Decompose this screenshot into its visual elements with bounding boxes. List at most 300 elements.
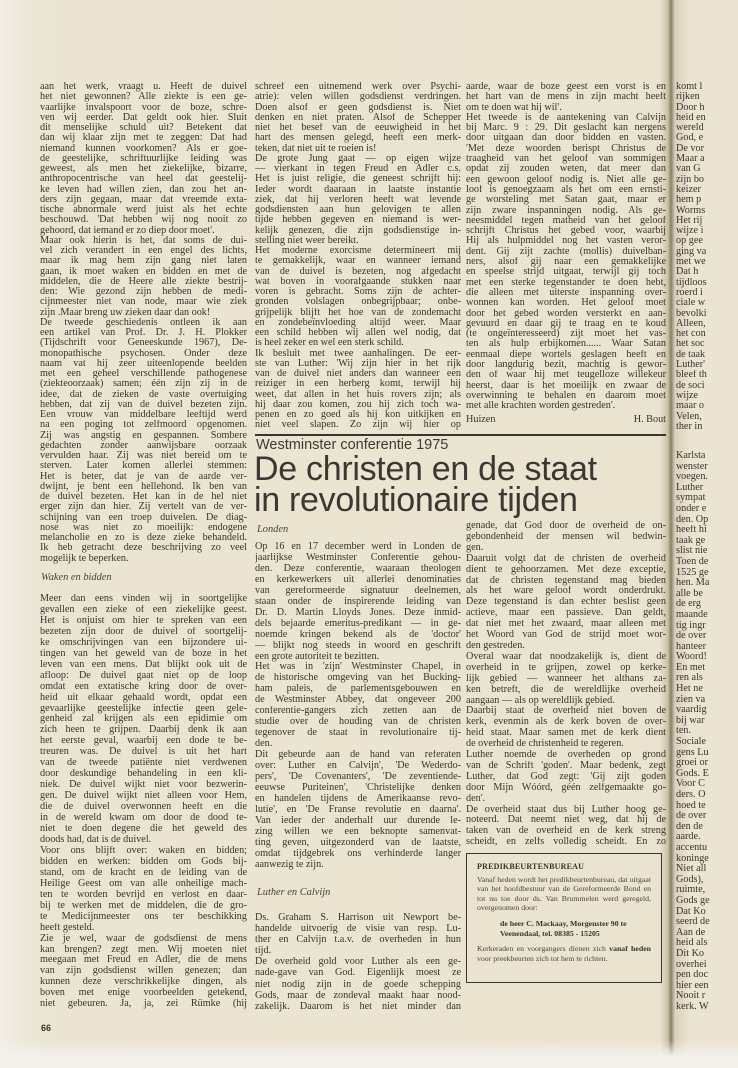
text-line: van de duivel niet anders dan wanneer een (255, 369, 461, 379)
text-line: door het gebed worden versterkt en aan- (466, 308, 666, 319)
text-line: gen. De duivel wijkt niet alleen voor Hem, (40, 791, 247, 802)
text-line: actieve, maar een passieve. Dan geldt, (466, 608, 666, 619)
text-line: van gereformeerde signatuur deelnemen, (255, 585, 461, 596)
text-line: heid als (676, 938, 708, 949)
text-line: overwinning te behalen en daarom moet (466, 390, 666, 401)
text-line: dwijnt, je bent een hellehond. Ik ben van (40, 481, 247, 492)
section-heading-waken-en-bidden: Waken en bidden (41, 572, 112, 583)
text-line: kerk, evenmin als de kerk boven de over- (466, 717, 666, 728)
text-line: wenster (676, 461, 708, 472)
text-line: Aan de (676, 927, 706, 938)
text-line: genade, dat God door de overheid de on- (466, 521, 666, 531)
text-line: (Tijdschrift voor Geneeskunde 1967), De- (40, 338, 247, 349)
text-line: idee, dat de zieken de vaste overtuiging (40, 389, 247, 400)
notice-box-predikbeurtenbureau (466, 853, 662, 983)
text-line: melancholie en zo is deze zieke behandeld. (40, 533, 247, 543)
text-line: den. (255, 739, 273, 750)
text-line: Woord! (676, 652, 707, 663)
text-line: Gods), (676, 874, 704, 885)
text-line: is heel zeker en wel een sterk schild. (255, 338, 404, 349)
text-line: ven wij eerder. Dat geldt ook hier. Sluit (40, 112, 247, 123)
text-line: vervulden haar. Zij was niet bereid om te (40, 451, 247, 461)
text-line: gronden volslagen onbegrijpbaar; onbe- (255, 297, 461, 308)
text-line: staan onder de inspirerende leiding van (255, 596, 461, 607)
text-line: heid uit elkaar gehaald wordt, opdat een (40, 692, 247, 703)
text-line: en speelse strijd uitgaat, terwijl gij toch (466, 267, 666, 278)
text-line: het eerste geval, waarbij een dode te be- (40, 736, 247, 747)
text-line: een grote autoriteit te bezitten. (255, 651, 380, 662)
text-line: ruimte, (676, 885, 706, 896)
text-line: de over (676, 811, 707, 822)
text-line: komt l (676, 82, 703, 92)
text-line: gaan, ik moet waken en bidden en met de (40, 266, 247, 277)
signature-author: H. Bout (633, 414, 666, 425)
signature-place: Huizen (466, 414, 496, 425)
column-4-text-bottom (676, 451, 738, 1012)
text-line: ke leven had willen zien, dan zou het an- (40, 184, 247, 195)
text-line: den: Wie gezond zijn hebben de medi- (40, 287, 247, 297)
text-line: neesmiddel tegen matheid van het geloof (466, 215, 666, 226)
column-4-text-top (676, 82, 738, 432)
notice-closing-text: Kerkeraden en voorgangers dienen zich (477, 944, 610, 954)
text-line: voegen. (676, 472, 708, 483)
text-line: wonnen kan worden. Het geloof moet (466, 298, 666, 309)
text-line: teken, dat niet uit te roeien is! (255, 143, 377, 154)
text-line: een schild hebben wij allen wel nodig, dat (255, 328, 461, 338)
text-line: Ik besluit met twee aanhalingen. De eer- (255, 348, 461, 359)
text-line: monopathische psychosen. Onder deze (40, 348, 247, 359)
text-line: Velen, (676, 411, 702, 422)
text-line: het con (676, 329, 706, 340)
text-line: van de Schrift 'goden'. Maar bedenk, zegt (466, 760, 666, 771)
text-line: de historische omgeving van het Bucking- (255, 673, 461, 684)
text-line: bezeten zijn door de duivel of soortgelij- (40, 626, 247, 637)
text-line: van G (676, 164, 701, 175)
text-line: Maar a (676, 154, 705, 165)
headline-line-2: in revolutionaire tijden (254, 481, 578, 519)
text-line: Dat Ko (676, 906, 706, 917)
text-line: grijpelijk blijft het hoe van de zondemacht (255, 307, 461, 318)
text-line: Gods ge (676, 895, 710, 906)
text-line: cijnmeester niet van node, maar wie ziek (40, 297, 247, 308)
text-line: Daaruit volgt dat de christen de overheid (466, 553, 666, 564)
text-line: Het was in 'zijn' Westminster Chapel, in (255, 662, 461, 673)
text-line: bidden en werken: bidden om Gods bij- (40, 856, 247, 867)
text-line: ders. O (676, 790, 706, 800)
text-line: gevaarlijke geestelijke infectie geen gele- (40, 703, 247, 714)
text-line: en handelen tijdens de Amerikaanse revo- (255, 793, 461, 804)
text-line: Het is beter, dat je van de aarde ver- (40, 471, 247, 482)
text-line: Luther, dat God zegt: 'Gij zijt goden (466, 771, 666, 782)
text-line: de Westminster Abbey, dat ongeveer 200 (255, 695, 461, 706)
text-line: door langdurig bezit, machtig is gewor- (466, 360, 666, 371)
text-line: eeuwse Puriteinen', 'Christelijke denken (255, 782, 461, 793)
text-line: zijn .Maar breng uw zieken daar dan ook! (40, 307, 211, 318)
column-2-text-bottom (255, 912, 461, 1012)
text-line: lijk gebied — wanneer het althans za- (466, 673, 666, 684)
text-line: rijken (676, 92, 700, 103)
text-line: aarde, waar de boze geest een vorst is en (466, 82, 666, 92)
notice-address (500, 919, 651, 938)
text-line: ging va (676, 246, 707, 257)
text-line: de soci (676, 380, 705, 391)
text-line: zing willen we een beknopte samenvat- (255, 826, 461, 837)
text-line: van zijn godsdienst willen genezen; dan (40, 966, 247, 977)
text-line: de taak (676, 349, 706, 360)
text-line: (ziekteoorzaak) samen; één zijn zij in de (40, 379, 247, 390)
text-line: De tweede geschiedenis ontleen ik aan (40, 317, 247, 328)
text-line: groei or (676, 758, 708, 769)
text-line: te Medicijnmeester ons ter beschikking (40, 911, 247, 922)
text-line: sympat (676, 493, 706, 504)
text-line: mogelijk te beperken. (40, 553, 129, 564)
text-line: niemand kunnen voorkomen? Als er goe- (40, 143, 247, 154)
text-line: de over (676, 631, 707, 642)
text-line: Ds. Graham S. Harrison uit Newport be- (255, 912, 461, 923)
text-line: meegaan met Freud en Adler, die de mens (40, 955, 247, 966)
text-line: gevallen een zieke of een ziekelijke geest. (40, 604, 247, 615)
column-1-text-top (40, 82, 247, 564)
text-line: dan wij klaar zijn met te zeggen: Dat had (40, 133, 247, 144)
text-line: den'. (466, 793, 486, 804)
text-line: opdat zij zouden weten, dat meer dan (466, 164, 666, 175)
text-line: studie over de houding van de christen (255, 717, 461, 728)
text-line: zijn zware inspanningen nodig. Als ge- (466, 205, 666, 216)
text-line: bevolki (676, 308, 707, 319)
text-line: dat niet met het zwaard, maar alleen met (466, 619, 666, 630)
text-line: gevuurd en daar gij te traag en te koud (466, 318, 666, 329)
text-line: Overal waar dat noodzakelijk is, dient de (466, 651, 666, 662)
text-line: Dit Ko (676, 948, 705, 959)
text-line: De overheid gold voor Luther als een ge- (255, 956, 461, 968)
text-line: het Woord van God de strijd moet wor- (466, 630, 666, 641)
text-line: afloop: De duivel gaat niet op de loop (40, 670, 247, 681)
text-line: een artikel van Prof. Dr. J. H. Plokker (40, 328, 247, 338)
text-line: doods had, dat is de duivel. (40, 834, 152, 845)
text-line: door Mijn Wóórd, géén zelfgemaakte go- (466, 782, 666, 793)
column-3-text-top (466, 82, 666, 412)
notice-address-line-1: de heer C. Mackaay, Morgenster 90 te (500, 918, 627, 928)
text-line: dent. Gij zijt zachte (mollis) duivelban- (466, 246, 666, 257)
text-line: overhei (676, 959, 707, 970)
text-line: schrijft Christus het gebed voor, waarbij (466, 226, 666, 237)
text-line: Dat h (676, 267, 699, 278)
text-line: heid staat. Maar samen met de kerk dient (466, 728, 666, 739)
text-line: den. Op (676, 514, 709, 525)
text-line: ten als hulp erbijkomen...... Waar Satan (466, 339, 666, 350)
text-line: hij daar zou komen, zou hij zich toch wa- (255, 399, 461, 410)
text-line: accentu (676, 842, 708, 853)
text-line: niet nodig zijn in de goede schepping (255, 978, 461, 990)
text-line: niet gebeuren. Ja, ja, zei Rümke (hij (40, 999, 247, 1010)
text-line: denken en niet praten. Alsof de Schepper (255, 112, 461, 123)
article-kicker: Westminster conferentie 1975 (256, 437, 449, 453)
text-line: Dr. D. Martin Lloyds Jones. Deze inmid- (255, 607, 461, 618)
text-line: ziek, dat hij verloren heeft wat levende (255, 194, 461, 205)
text-line: stand, om de kracht en de leiding van de (40, 867, 247, 878)
text-line: aanwezig te zijn. (255, 859, 324, 870)
text-line: den. Deze conferentie, waaraan theologen (255, 563, 461, 574)
text-line: heid en (676, 112, 706, 123)
text-line: omdat een extatische kring door de over- (40, 681, 247, 692)
text-line: penen en zo goed als hij kon uitkijken en (255, 410, 461, 420)
article-headline (254, 450, 597, 519)
text-line: roerd i (676, 287, 703, 298)
text-line: dit menselijke schuld uit? Betekent dat (40, 123, 247, 133)
text-line: tijd. (255, 945, 272, 957)
text-line: geweest, als men het ziekelijke, bizarre, (40, 164, 247, 174)
text-line: na een poging tot zelfmoord opgenomen. (40, 420, 247, 431)
text-line: ren als (676, 673, 703, 684)
headline-line-1: De christen en de staat (254, 450, 597, 488)
text-line: hoed te (676, 800, 706, 811)
text-line: Door h (676, 102, 705, 113)
text-line: (te ongeïnteresseerd) zijt moet het vas- (466, 329, 666, 340)
text-line: met een geheel verschillende pathogenese (40, 369, 247, 379)
text-line: dat de christen tegenstand mag bieden (466, 575, 666, 586)
text-line: ham paleis, de parlementsgebouwen en (255, 684, 461, 695)
text-line: zijn bo (676, 174, 705, 185)
page-bottom-edge (0, 1040, 738, 1068)
text-line: maande (676, 609, 708, 620)
text-line: Een vrouw van middelbare leeftijd werd (40, 410, 247, 420)
text-line: scheidt, en zelfs volledig scheidt. En zo (466, 837, 666, 848)
text-line: Gods, maar de zondeval maakt haar nood- (255, 989, 461, 1001)
notice-body: Vanaf heden wordt het predikbeurtenbureau, dat uitgaat van het hoofdbestuur van de Gereformeerde Bond en tot nu toe door ds. Van Brummelen werd geregeld, overgenomen door: (477, 874, 651, 913)
text-line: koninge (676, 853, 709, 864)
text-line: leven van een mens. Dat blijkt ook uit de (40, 659, 247, 670)
text-line: over: Luther en Calvijn', 'De Wederdo- (255, 761, 461, 772)
text-line: bij war (676, 715, 705, 726)
text-line: zien va (676, 694, 706, 705)
text-line: den de (676, 821, 703, 832)
text-line: slist nie (676, 546, 708, 557)
text-line: Alleen, (676, 318, 706, 329)
text-line: Heilige Geest om van alle onheilige mach- (40, 878, 247, 889)
text-line: den of waar hij met teugelloze willekeur (466, 370, 666, 381)
text-line: omdat tijdgebrek ons verhinderde langer (255, 848, 461, 859)
text-line: tische abnormale werd juist als het echte (40, 205, 247, 215)
text-line: Voor ons blijft over: waken en bidden; (40, 845, 247, 856)
text-line: hanteer (676, 641, 706, 652)
text-line: hier een (676, 980, 709, 991)
notice-title: PREDIKBEURTENBUREAU (477, 862, 585, 871)
text-line: Nooit r (676, 991, 706, 1002)
text-line: vaardig (676, 705, 707, 716)
text-line: door deskundige behandeling in een kli- (40, 769, 247, 780)
text-line: noemde kringen bekend als de 'doctor' (255, 629, 461, 640)
text-line: vaarlijke invalspoort voor de boze, schre- (40, 102, 247, 113)
text-line: — blijkt nog steeds in woord en geschrift (255, 640, 461, 651)
text-line: Het tweede is de aantekening van Calvijn (466, 112, 666, 123)
section-heading-luther-en-calvijn: Luther en Calvijn (257, 887, 331, 898)
text-line: ten te worden bevrijd en verlost en daar- (40, 889, 247, 900)
text-line: — vierkant in tegen Freud en Adler c.s. (255, 164, 461, 174)
text-line: noteerd. Dat neemt niet weg, dat hij de (466, 815, 666, 826)
column-3-text-bottom (466, 521, 666, 848)
text-line: vel zich verandert in een engel des lichts, (40, 246, 247, 256)
text-line: niet te doen degene die het geweld des (40, 824, 247, 835)
text-line: ke omschrijvingen van een bijzondere ui- (40, 637, 247, 648)
text-line: maar ik mag hem zijn gang niet laten (40, 256, 247, 267)
text-line: taken van de overheid en de kerk streng (466, 826, 666, 837)
text-line: gebondenheid der mensen wil bedwin- (466, 531, 666, 542)
text-line: wat boven in voorafgaande stukken naar (255, 276, 461, 287)
text-line: sterven. Later komen allerlei stemmen: (40, 461, 247, 472)
text-line: voren is gebracht. Soms zijn de achter- (255, 287, 461, 297)
text-line: te gemakkelijk, waar en wanneer iemand (255, 256, 461, 267)
text-line: handelde uitvoerig de visie van resp. Lu- (255, 923, 461, 935)
text-line: atrie): velen willen godsdienst verdringen. (255, 92, 461, 103)
text-line: als het ware geloof wordt onderdrukt. (466, 586, 666, 597)
text-line: niet veel slapen. Zo zijn wij hier op (255, 420, 461, 431)
text-line: ken betreft, die de wereldlijke overheid (466, 684, 666, 695)
text-line: een gewoon geloof nodig is. Niet alle ge- (466, 174, 666, 185)
column-1-text-bottom (40, 594, 247, 1010)
text-line: schreef een uitnemend werk over Psychi- (255, 82, 461, 92)
text-line: dient te gehoorzamen. Met deze exceptie, (466, 564, 666, 575)
text-line: godsdiensten aan hun gelovigen te allen (255, 205, 461, 215)
article-dateline: Londen (257, 524, 289, 535)
text-line: Ieder wordt daaraan in laatste instantie (255, 184, 461, 195)
text-line: gen. (466, 542, 484, 553)
text-line: treuren was. De duivel is uit het hart (40, 747, 247, 758)
text-line: ther in (676, 421, 703, 432)
text-line: boven met enige voorbeelden getekend, (40, 988, 247, 999)
text-line: hem p (676, 195, 702, 206)
text-line: Karlsta (676, 451, 706, 461)
text-line: Ik heb getracht deze beschrijving zo veel (40, 543, 247, 554)
text-line: hebben, dat zij van de duivel bezeten zijn. (40, 399, 247, 410)
text-line: schijning van een troep duivelen. De diag- (40, 512, 247, 523)
text-line: 'Met deze woorden berispt Christus de (466, 143, 666, 154)
text-line: Niet all (676, 864, 707, 875)
text-line: die de duivel overwonnen heeft en die (40, 802, 247, 813)
text-line: jaarlijkse Westminster Conferentie gehou- (255, 552, 461, 563)
page-number: 66 (41, 1023, 52, 1033)
text-line: bij Marc. 9 : 29. Dit geslacht kan nergens (466, 123, 666, 134)
text-line: ge worsteling met Satan gaat, maar er (466, 195, 666, 206)
text-line: Sociale (676, 737, 706, 748)
text-line: pen doc (676, 970, 708, 981)
text-line: Luther' (676, 360, 705, 371)
text-line: Dit gebeurde aan de hand van referaten (255, 750, 461, 761)
notice-closing (477, 944, 651, 963)
text-line: door uitgaan dan door bidden en vasten. (466, 133, 666, 144)
text-line: Worms (676, 205, 706, 216)
text-line: niet het besef van de eeuwigheid in het (255, 123, 461, 133)
text-line: aangaan — als op wereldlijk gebied. (466, 695, 615, 706)
text-line: ste van Luther: 'Wij zijn hier in het rijk (255, 358, 461, 369)
text-line: beschouwd. 'Dat hebben wij nog nooit zo (40, 215, 247, 226)
text-line: de overheid de christenheid te regeren. (466, 739, 624, 750)
text-line: Het ne (676, 684, 703, 695)
text-line: en kerkewerkers uit allerlei denominaties (255, 574, 461, 585)
text-line: Maar ook hierin is het, dat soms de dui- (40, 235, 247, 246)
text-line: hen. Ma (676, 578, 710, 589)
text-line: wijze i (676, 226, 704, 237)
text-line: bleef th (676, 370, 707, 381)
text-line: om te doen wat hij wil'. (466, 102, 562, 113)
text-line: ten. (676, 726, 691, 737)
text-line: Zij was angstig en gespannen. Sombere (40, 430, 247, 441)
text-line: de geestelijke, schriftuurlijke leiding was (40, 153, 247, 164)
text-line: Het is onjuist om hier te spreken van een (40, 615, 247, 626)
text-line: bij te werken met de middelen, die de gro- (40, 900, 247, 911)
text-line: aan het werk, vraagt u. Heeft de duivel (40, 82, 247, 92)
text-line: tijdloos (676, 277, 707, 288)
text-line: zich heen te grijpen. Daarbij denk ik aan (40, 725, 247, 736)
text-line: Zie je wel, waar de godsdienst de mens (40, 933, 247, 944)
text-line: Voor C (676, 779, 705, 790)
text-line: stelling niet weer bereikt. (255, 235, 359, 246)
text-line: ders zijn gegaan, maar dat vreemde exta- (40, 194, 247, 205)
text-line: Doen alsof er geen godsdienst is. Niet (255, 102, 461, 113)
text-line: van de duivel is bezeten, nog afgedacht (255, 266, 461, 277)
text-line: met een sterke tegenstander te doen hebt, (466, 277, 666, 288)
text-line: niek. De duivel wijkt niet voor bezwerin- (40, 780, 247, 791)
text-line: 1525 ge (676, 567, 709, 578)
text-line: tig ingr (676, 620, 706, 631)
text-line: seerd de (676, 917, 710, 928)
text-line: met we (676, 257, 706, 268)
text-line: de duivel bezeten. Het kan in de hel niet (40, 492, 247, 502)
text-line: ting geven, uitgezonderd van de laatste, (255, 837, 461, 848)
text-line: met alle krachten worden gestreden'. (466, 401, 616, 412)
text-line: ciale w (676, 298, 706, 309)
text-line: middelen, die de Heere alle ziekte bestrij- (40, 276, 247, 287)
text-line: den gestreden. (466, 640, 525, 651)
notice-closing-text-end: voor preekbeurten zich tot hem te richten. (477, 953, 608, 963)
text-line: ners, alsof gij naar een gemakkelijke (466, 257, 666, 268)
text-line: gens Lu (676, 747, 709, 758)
text-line: keizer (676, 184, 701, 195)
text-line: anthropocentrische van heel dat geestelij- (40, 174, 247, 185)
text-line: heerst, daar is het moeilijk en zwaar de (466, 380, 666, 391)
text-line: De grote Jung gaat — op eigen wijze (255, 153, 461, 164)
text-line: Luther noemde de overheden op grond (466, 750, 666, 761)
text-line: traagheid van het geloof van sommigen (466, 154, 666, 165)
text-line: De vor (676, 143, 705, 154)
text-line: tegenover de staat in revolutionaire tij- (255, 728, 461, 739)
text-line: En met (676, 662, 706, 673)
text-line: Gods. E (676, 768, 709, 779)
text-line: zakelijk. Daarom is het niet minder dan (255, 1000, 461, 1012)
text-line: in de wereld kwam om door de dood te- (40, 813, 247, 824)
column-2-text-middle (255, 542, 461, 871)
text-line: Het moderne exorcisme determineert mij (255, 246, 461, 256)
text-line: het niet gewonnen? Alle ziekte is een ge- (40, 92, 247, 103)
text-line: genheid zal krijgen als een epidimie om (40, 714, 247, 725)
text-line: hart des mensen gelegd, heeft een merk- (255, 133, 461, 144)
text-line: Deze tegenstand is dan echter beslist geen (466, 597, 666, 608)
text-line: erger zijn dan hier. Zij vertelt van de ver- (40, 502, 247, 513)
text-line: en zondebeïnvloeding altijd weer. Maar (255, 317, 461, 328)
text-line: taak ge (676, 535, 706, 546)
text-line: Het is juist religie, die geneest schrijft hij: (255, 174, 461, 185)
text-line: Meer dan eens vinden wij in soortgelijke (40, 594, 247, 604)
text-line: gedachten zonder aanwijsbare oorzaak (40, 440, 247, 451)
notice-address-line-2: Veenendaal, tel. 08385 - 15205 (500, 928, 600, 938)
text-line: Luther (676, 482, 704, 493)
text-line: wereld (676, 123, 704, 134)
text-line: nade-gave van God. Eigenlijk moest ze (255, 967, 461, 979)
column-2-text-top (255, 82, 461, 431)
text-line: gehoord, dat iemand er zo diep door moet'. (40, 225, 215, 236)
text-line: het soc (676, 339, 705, 350)
text-line: ther en Calvijn t.a.v. de overheden in hun (255, 934, 461, 946)
text-line: Op 16 en 17 december werd in Londen de (255, 542, 461, 552)
